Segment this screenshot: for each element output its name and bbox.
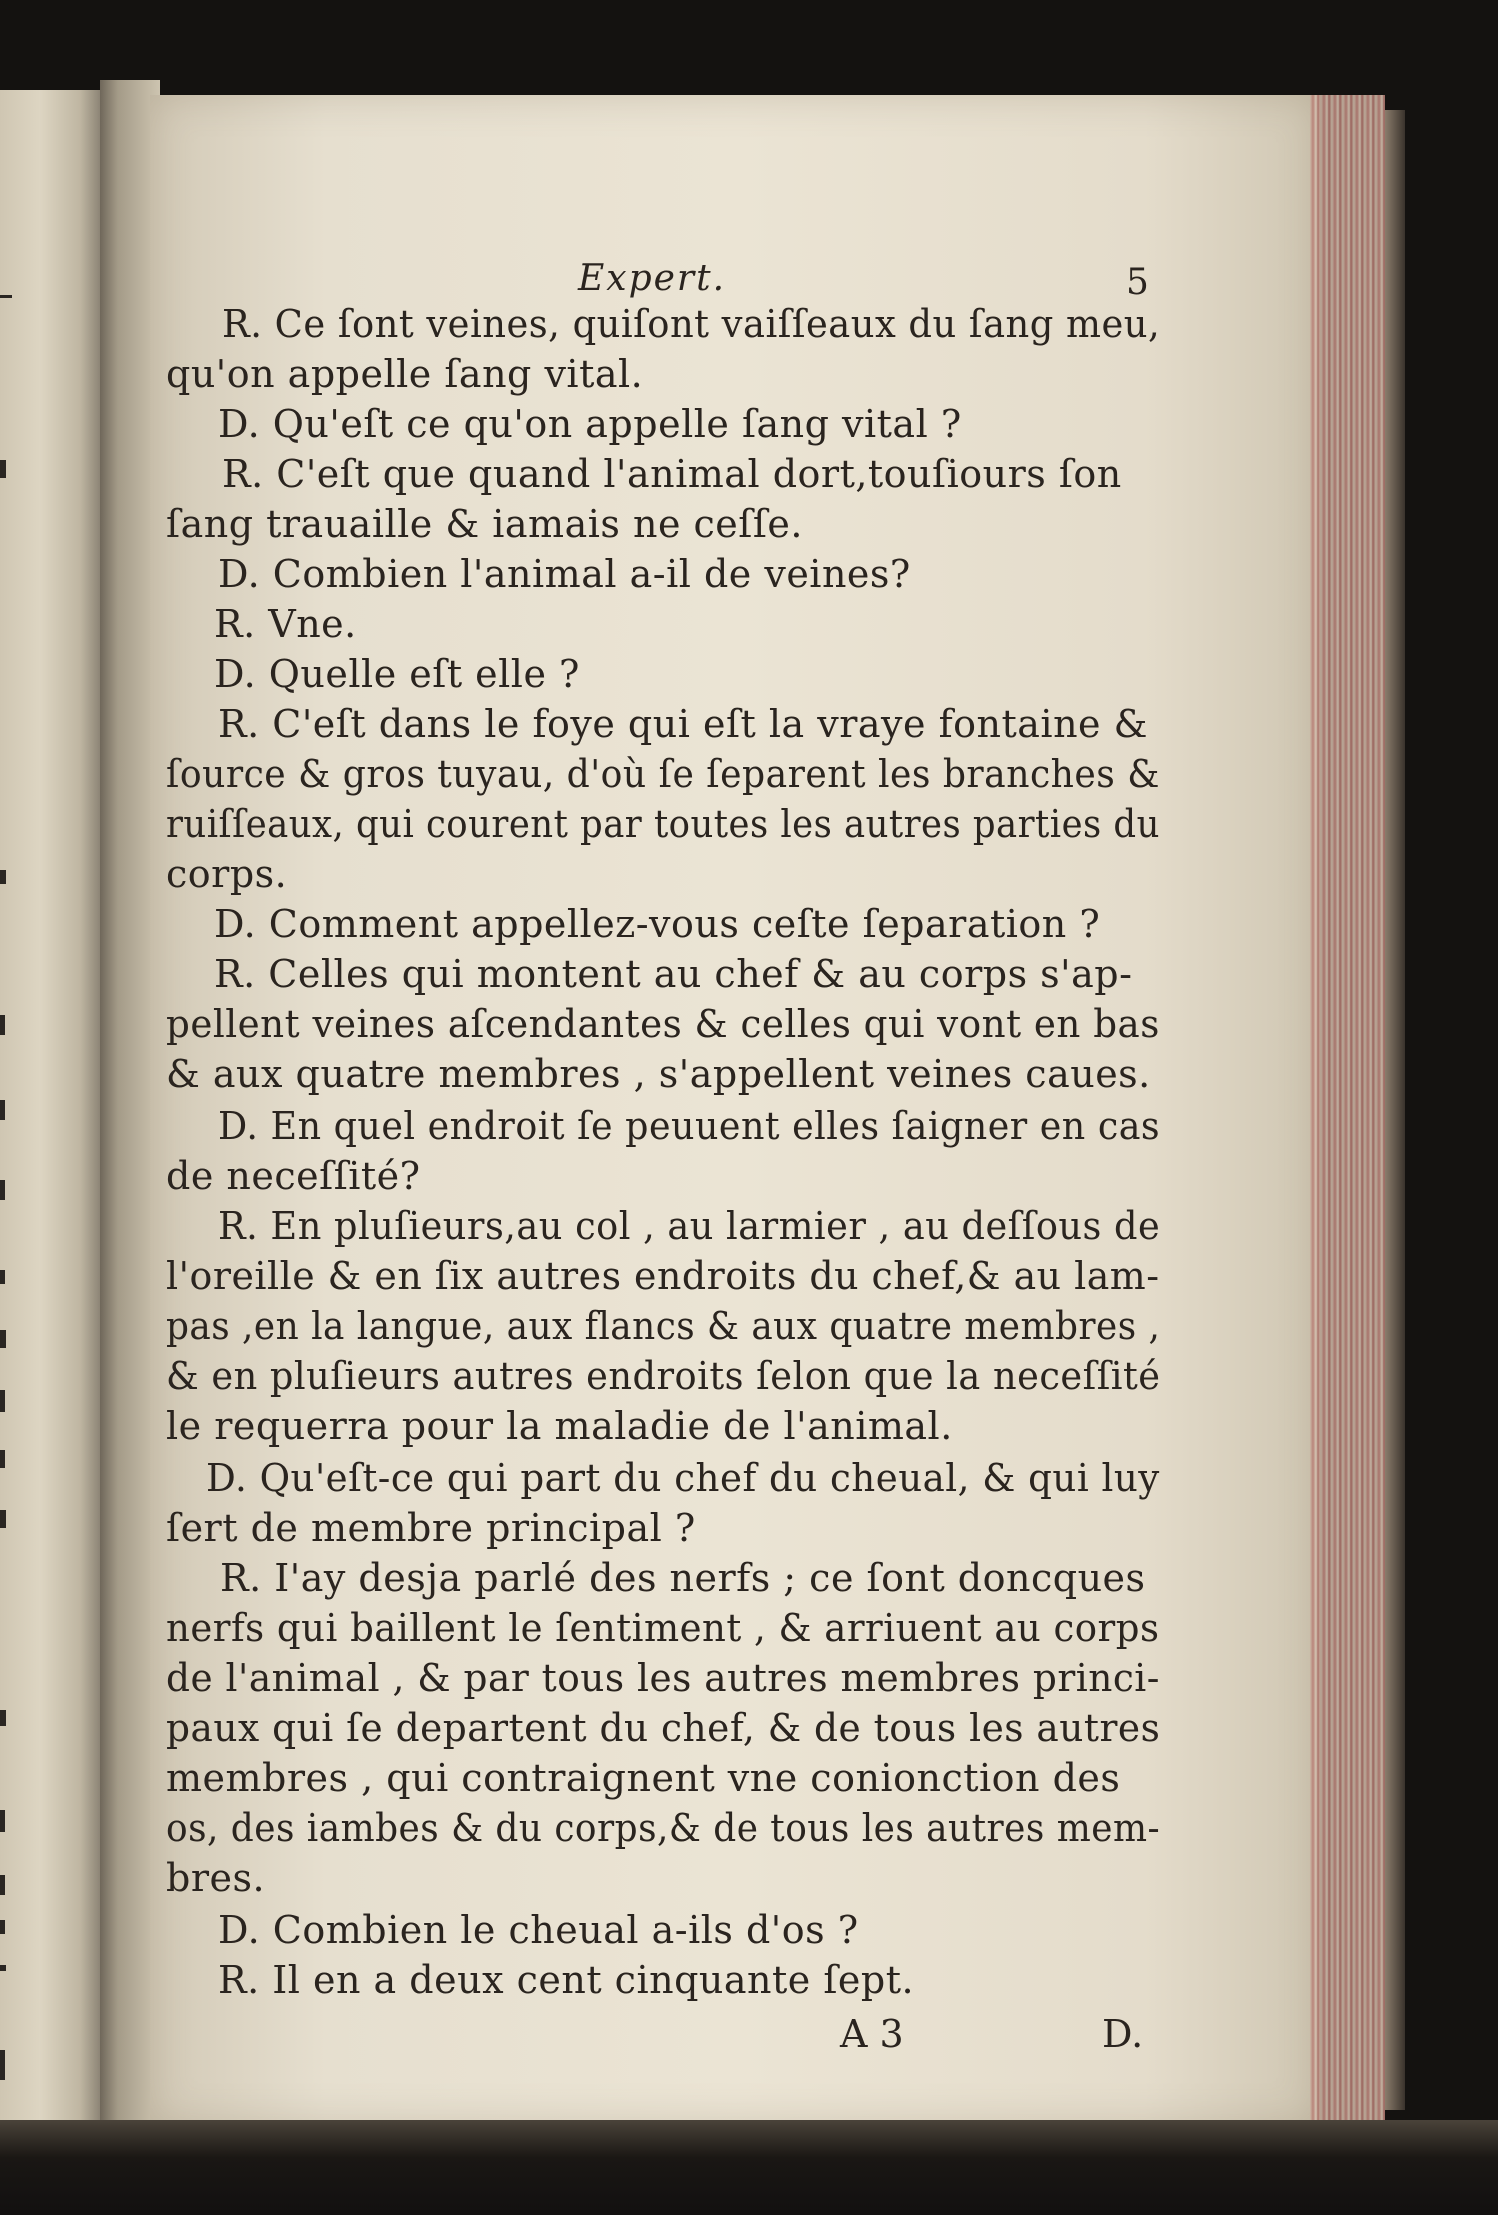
catchword: D. [1102, 2012, 1144, 2056]
text-line: R. C'eſt que quand l'animal dort,touſiours ſon [222, 452, 1122, 496]
text-line: ſang trauaille & iamais ne ceſſe. [166, 502, 803, 546]
text-line: le requerra pour la maladie de l'animal. [166, 1404, 953, 1448]
text-line: os, des iambes & du corps,& de tous les autres mem- [166, 1806, 1161, 1850]
text-line: R. Vne. [214, 602, 357, 646]
text-line: R. C'eſt dans le foye qui eſt la vraye fontaine & [218, 702, 1148, 746]
page-number: 5 [1126, 262, 1149, 303]
text-line: R. I'ay desja parlé des nerfs ; ce ſont doncques [220, 1556, 1146, 1600]
text-line: R. Ce ſont veines, quiſont vaiſſeaux du ſang meu, [222, 302, 1161, 346]
text-line: de l'animal , & par tous les autres membres princi- [166, 1656, 1160, 1700]
text-line: pas ,en la langue, aux flancs & aux quatre membres , [166, 1304, 1161, 1348]
text-line: D. Comment appellez-vous ceſte ſeparation ? [214, 902, 1101, 946]
text-line: R. Celles qui montent au chef & au corps s'ap- [214, 952, 1133, 996]
text-line: ruiſſeaux, qui courent par toutes les autres parties du [166, 802, 1160, 846]
text-line: paux qui ſe departent du chef, & de tous les autres [166, 1706, 1161, 1750]
running-title: Expert. [578, 258, 727, 299]
text-line: R. En pluſieurs,au col , au larmier , au deſſous de [218, 1204, 1161, 1248]
text-line: D. Quelle eſt elle ? [214, 652, 580, 696]
text-line: ſert de membre principal ? [166, 1506, 696, 1550]
text-line: de neceſſité? [166, 1154, 421, 1198]
text-line: ſource & gros tuyau, d'où ſe ſeparent les branches & [166, 752, 1160, 796]
text-line: & en pluſieurs autres endroits ſelon que la neceſſité [166, 1354, 1161, 1398]
text-line: bres. [166, 1856, 266, 1900]
text-line: D. Qu'eſt-ce qui part du chef du cheual, & qui luy [206, 1456, 1160, 1500]
signature-mark: A 3 [840, 2012, 904, 2056]
text-line: & aux quatre membres , s'appellent veines caues. [166, 1052, 1151, 1096]
text-line: corps. [166, 852, 288, 896]
text-line: pellent veines aſcendantes & celles qui vont en bas [166, 1002, 1160, 1046]
text-line: D. En quel endroit ſe peuuent elles ſaigner en cas [218, 1104, 1161, 1148]
text-line: nerfs qui baillent le ſentiment , & arriuent au corps [166, 1606, 1160, 1650]
text-line: qu'on appelle ſang vital. [166, 352, 644, 396]
text-line: D. Qu'eſt ce qu'on appelle ſang vital ? [218, 402, 962, 446]
text-line: D. Combien le cheual a-ils d'os ? [218, 1908, 859, 1952]
text-line: R. Il en a deux cent cinquante ſept. [218, 1958, 915, 2002]
text-line: D. Combien l'animal a-il de veines? [218, 552, 911, 596]
text-line: membres , qui contraignent vne conionction des [166, 1756, 1121, 1800]
text-line: l'oreille & en ſix autres endroits du chef,& au lam- [166, 1254, 1160, 1298]
